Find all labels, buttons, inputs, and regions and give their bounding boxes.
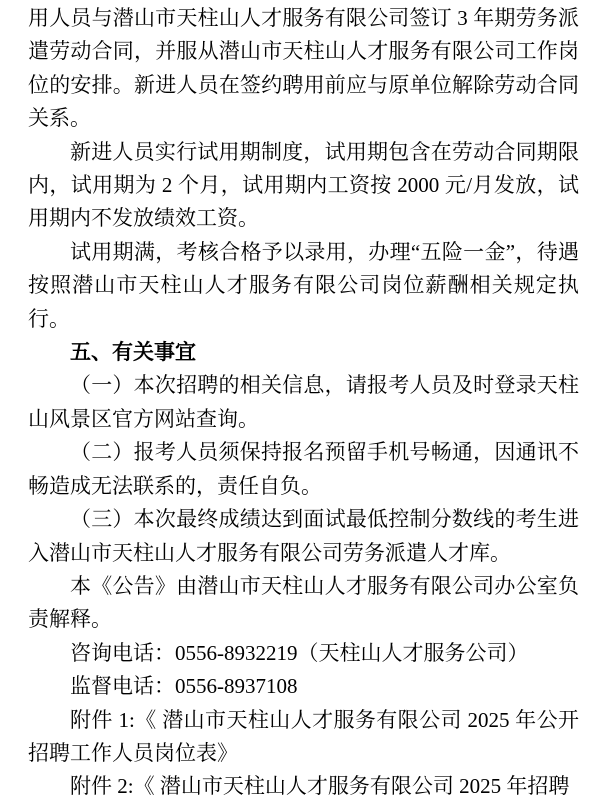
paragraph-probation-policy: 新进人员实行试用期制度，试用期包含在劳动合同期限内，试用期为 2 个月，试用期内工资按 2000 元/月发放，试用期内不发放绩效工资。: [28, 139, 579, 231]
attachment-2-line: 附件 2:《 潜山市天柱山人才服务有限公司 2025 年招聘: [70, 774, 570, 799]
supervision-phone-line: 监督电话：0556-8937108: [70, 674, 298, 699]
paragraph-item-3: （三）本次最终成绩达到面试最低控制分数线的考生进入潜山市天柱山人才服务有限公司劳务派遣人才库。: [28, 507, 579, 565]
paragraph-item-1: （一）本次招聘的相关信息，请报考人员及时登录天柱山风景区官方网站查询。: [28, 373, 579, 431]
section-heading: 五、有关事宜: [70, 341, 196, 365]
attachment-1-line: 附件 1:《 潜山市天柱山人才服务有限公司 2025 年公开招聘工作人员岗位表》: [28, 707, 579, 765]
consult-phone-line: 咨询电话：0556-8932219（天柱山人才服务公司）: [70, 640, 529, 665]
paragraph-interpretation-clause: 本《公告》由潜山市天柱山人才服务有限公司办公室负责解释。: [28, 573, 579, 632]
paragraph-contract-continuation: 用人员与潜山市天柱山人才服务有限公司签订 3 年期劳务派遣劳动合同，并服从潜山市天柱山人才服务有限公司工作岗位的安排。新进人员在签约聘用前应与原单位解除劳动合同关系。: [28, 6, 579, 131]
paragraph-item-2: （二）报考人员须保持报名预留手机号畅通，因通讯不畅造成无法联系的，责任自负。: [28, 440, 579, 498]
paragraph-employment-confirmation: 试用期满，考核合格予以录用，办理“五险一金”，待遇按照潜山市天柱山人才服务有限公司岗位薪酬相关规定执行。: [28, 239, 579, 331]
